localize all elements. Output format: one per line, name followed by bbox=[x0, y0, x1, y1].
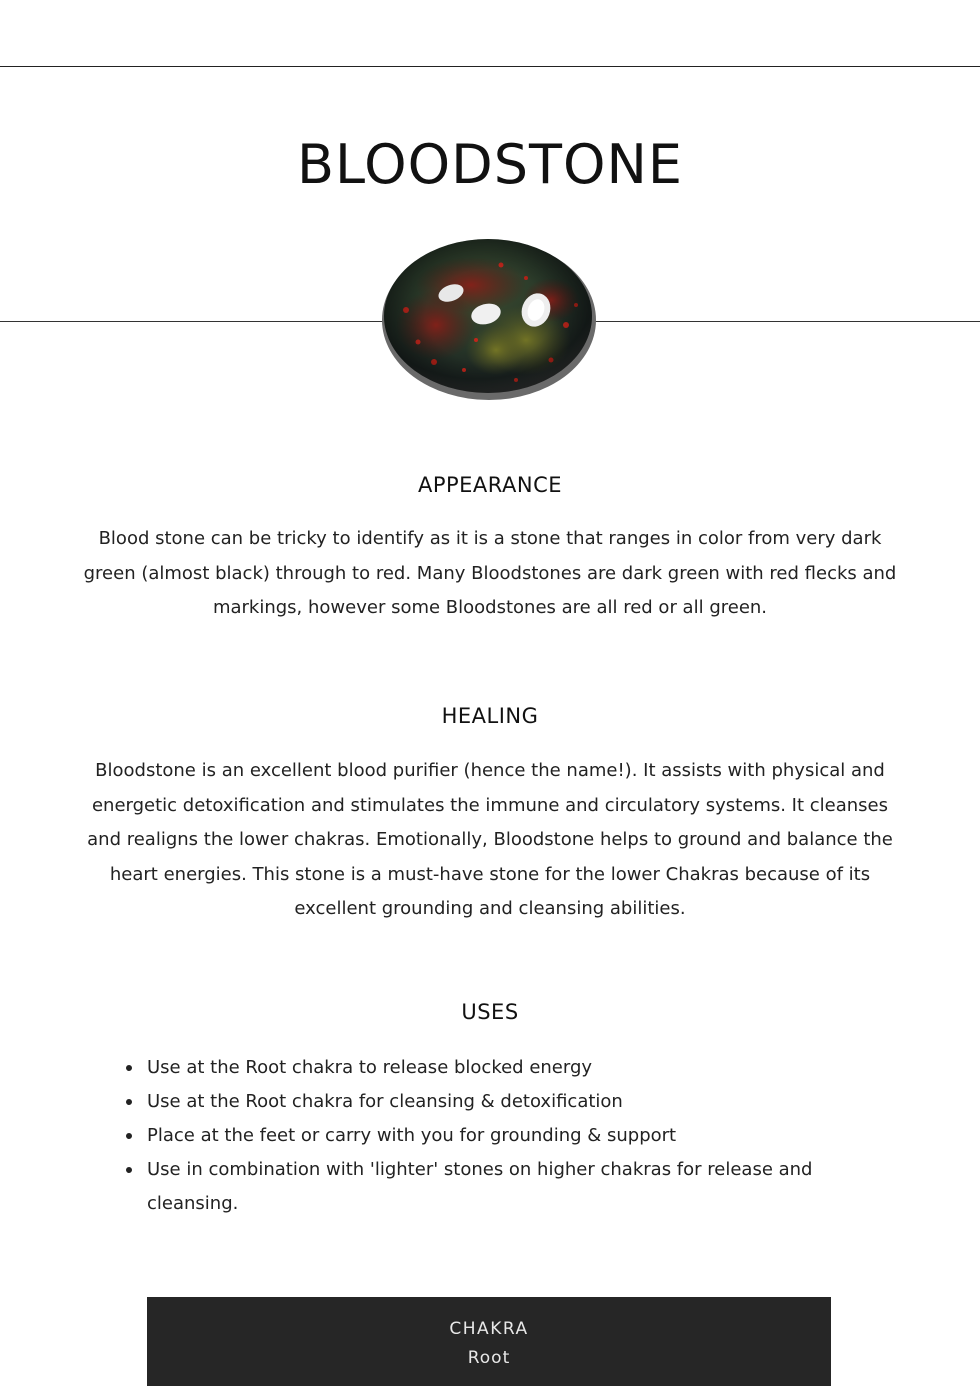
uses-list bbox=[147, 1051, 877, 1221]
list-item: Use in combination with 'lighter' stones on higher chakras for release and cleansing. bbox=[147, 1153, 877, 1221]
appearance-heading: APPEARANCE bbox=[417, 473, 563, 497]
list-item: Use at the Root chakra for cleansing & detoxification bbox=[147, 1085, 877, 1119]
appearance-text: Blood stone can be tricky to identify as it is a stone that ranges in color from very dark green (almost black) through to red. Many Bloodstones are dark green with red flecks and markings, however some Bloodstones are all red or all green. bbox=[83, 528, 897, 618]
image-divider-right bbox=[585, 321, 980, 322]
healing-heading: HEALING bbox=[441, 704, 539, 728]
chakra-panel bbox=[147, 1297, 831, 1386]
list-item: Use at the Root chakra to release blocked energy bbox=[147, 1051, 877, 1085]
list-item: Place at the feet or carry with you for grounding & support bbox=[147, 1119, 877, 1153]
healing-text: Bloodstone is an excellent blood purifier (hence the name!). It assists with physical and energetic detoxification and stimulates the immune and circulatory systems. It cleanses and realigns the lower chakras. Emotionally, Bloodstone helps to ground and balance the heart energies. This stone is a must-have stone for the lower Chakras because of its excellent grounding and cleansing abilities. bbox=[87, 760, 893, 919]
uses-heading: USES bbox=[461, 1000, 519, 1024]
page-title: BLOODSTONE bbox=[296, 133, 684, 196]
chakra-label: CHAKRA bbox=[449, 1319, 529, 1339]
image-divider-left bbox=[0, 321, 395, 322]
top-divider bbox=[0, 66, 980, 67]
chakra-value: Root bbox=[467, 1348, 511, 1368]
bloodstone-gem-image bbox=[376, 230, 602, 406]
